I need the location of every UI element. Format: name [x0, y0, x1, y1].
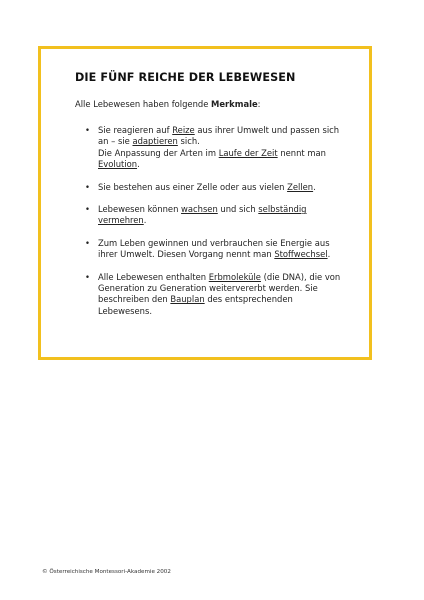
item-text: Die Anpassung der Arten im — [98, 147, 219, 158]
item-text: Lebewesen können — [98, 204, 182, 215]
item-text: . — [137, 159, 140, 170]
list-item — [75, 272, 347, 318]
term-wachsen: wachsen — [181, 204, 218, 215]
item-text: . — [313, 181, 316, 192]
term-erbmolekuele: Erbmoleküle — [208, 271, 261, 282]
list-item — [75, 238, 347, 261]
term-adaptieren: adaptieren — [132, 136, 178, 147]
item-text: Alle Lebewesen enthalten — [98, 271, 209, 282]
list-item — [75, 125, 347, 171]
list-item — [75, 204, 347, 227]
item-text: des entsprechenden Lebewesens. — [98, 294, 293, 316]
bullet-icon: • — [85, 237, 90, 248]
item-text: (die DNA), die von Generation zu Generation weitervererbt werden. Sie beschreiben den — [98, 271, 341, 305]
item-text: Zum Leben gewinnen und verbrauchen sie Energie aus ihrer Umwelt. Diesen Vorgang nennt man — [98, 237, 330, 260]
item-text: aus ihrer Umwelt und passen sich an – sie — [98, 125, 340, 147]
item-text: und sich — [217, 204, 259, 215]
intro-colon: : — [257, 99, 261, 109]
copyright-footer: © Österreichische Montessori-Akademie 2002 — [42, 569, 171, 575]
term-selbstaendig-vermehren: selbständig vermehren — [98, 204, 307, 226]
bullet-icon: • — [85, 271, 90, 282]
list-item — [75, 182, 347, 193]
page-title: DIE FÜNF REICHE DER LEBEWESEN — [75, 71, 296, 84]
bullet-icon: • — [85, 125, 90, 135]
term-reize: Reize — [172, 125, 195, 135]
bullet-icon: • — [85, 204, 90, 215]
feature-list — [75, 125, 347, 317]
item-text: Sie bestehen aus einer Zelle oder aus vielen — [98, 181, 288, 192]
item-text: sich. — [177, 136, 200, 147]
term-bauplan: Bauplan — [170, 294, 205, 305]
intro-text: Alle Lebewesen haben folgende — [75, 99, 212, 109]
item-text: . — [143, 215, 147, 226]
intro-keyword: Merkmale — [211, 99, 258, 109]
bullet-icon: • — [85, 181, 90, 192]
term-evolution: Evolution — [98, 159, 138, 170]
content-frame — [38, 46, 372, 360]
term-laufe-der-zeit: Laufe der Zeit — [218, 147, 278, 158]
term-stoffwechsel: Stoffwechsel — [274, 249, 328, 260]
item-text: nennt man — [277, 147, 326, 158]
item-text: Sie reagieren auf — [98, 125, 173, 135]
intro-line — [75, 99, 261, 110]
term-zellen: Zellen — [287, 181, 314, 192]
item-text: . — [327, 249, 331, 260]
